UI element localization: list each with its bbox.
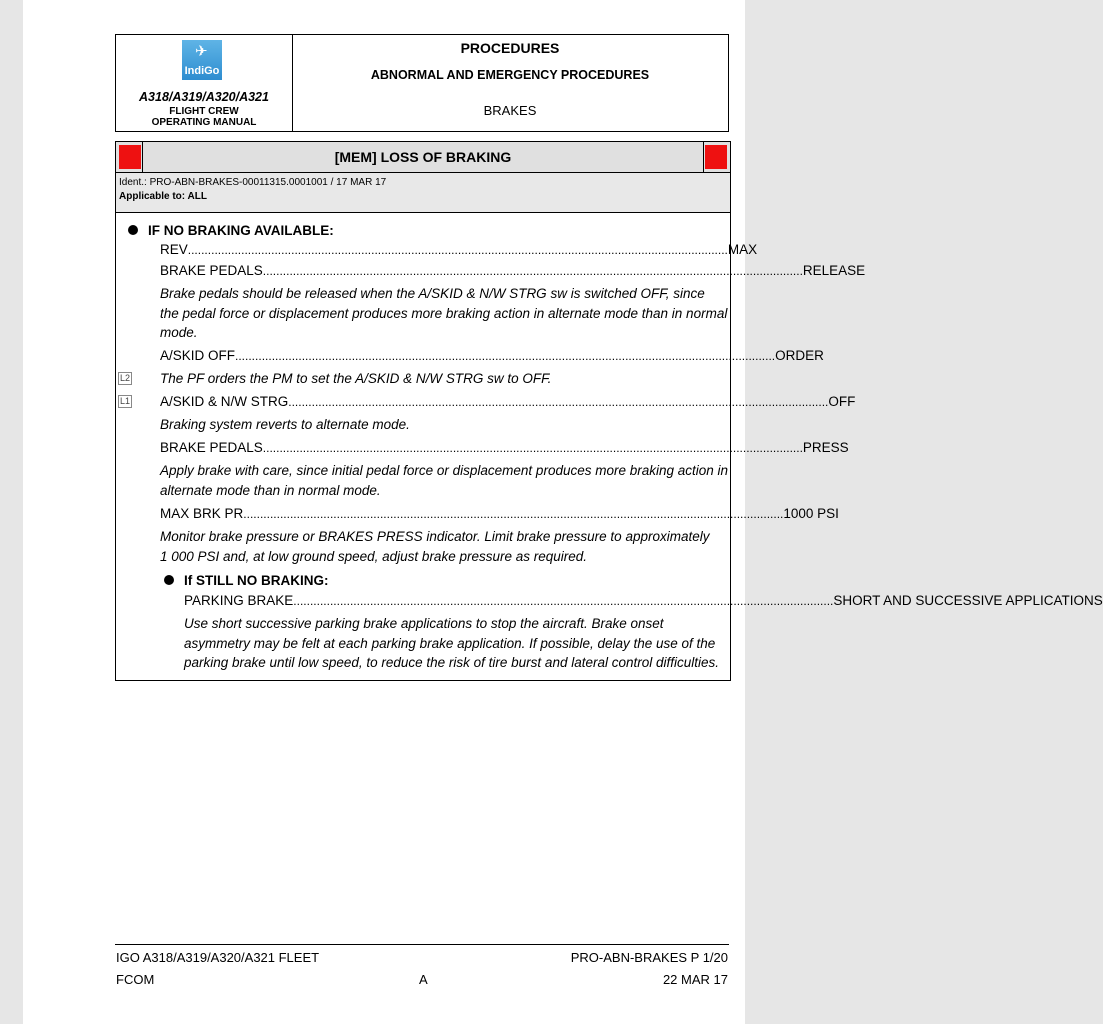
note-line: alternate mode than in normal mode. <box>160 483 381 498</box>
note-line: the pedal force or displacement produces more braking action in alternate mode than in normal <box>160 306 728 321</box>
action-label: BRAKE PEDALS <box>160 263 263 278</box>
dot-leader: .................................................................................................................................................................. <box>293 594 834 608</box>
condition-text: IF NO BRAKING AVAILABLE: <box>148 223 334 238</box>
airplane-icon: ✈ <box>195 43 208 60</box>
bullet-icon <box>128 225 138 235</box>
note-line: Apply brake with care, since initial pedal force or displacement produces more braking action in <box>160 463 729 478</box>
dot-leader: .................................................................................................................................................................. <box>243 507 784 521</box>
action-label: MAX BRK PR <box>160 506 244 521</box>
ident-text: Ident.: PRO-ABN-BRAKES-00011315.0001001 / 17 MAR 17 <box>119 177 387 188</box>
action-value: 1000 PSI <box>783 506 839 521</box>
dot-leader: .................................................................................................................................................................. <box>235 349 776 363</box>
header-left-cell <box>116 35 293 131</box>
action-rev <box>160 241 758 259</box>
note-line: parking brake until low speed, to reduce the risk of tire burst and lateral control difficulties. <box>184 655 720 670</box>
action-max-brk-pr <box>160 505 839 523</box>
indigo-logo <box>182 40 222 80</box>
footer-revision: A <box>419 972 428 987</box>
manual-name-line2: OPERATING MANUAL <box>151 117 257 128</box>
dot-leader: .................................................................................................................................................................. <box>262 264 803 278</box>
action-parking-brake <box>184 592 1103 610</box>
note-line: Use short successive parking brake applications to stop the aircraft. Brake onset <box>184 616 664 631</box>
procedure-box <box>115 141 1103 681</box>
action-label: A/SKID & N/W STRG <box>160 394 289 409</box>
footer-page-number: PRO-ABN-BRAKES P 1/20 <box>570 950 728 965</box>
red-marker-left <box>119 145 141 169</box>
note-line: mode. <box>160 325 198 340</box>
procedure-title-bar <box>116 142 730 173</box>
condition-no-braking <box>128 222 334 240</box>
header-right-cell <box>292 35 728 131</box>
action-value: RELEASE <box>802 263 866 278</box>
footer-divider <box>115 944 729 945</box>
action-brake-pedals-press <box>160 439 849 457</box>
action-label: PARKING BRAKE <box>184 593 294 608</box>
action-value: OFF <box>828 394 856 409</box>
action-label: REV <box>160 242 188 257</box>
topic-title: BRAKES <box>483 103 537 118</box>
action-value: ORDER <box>775 348 824 363</box>
dot-leader: .................................................................................................................................................................. <box>262 441 803 455</box>
level-badge: L2 <box>120 373 131 383</box>
manual-name-line1: FLIGHT CREW <box>169 106 239 117</box>
action-value: SHORT AND SUCCESSIVE APPLICATIONS <box>833 593 1103 608</box>
note-line: 1 000 PSI and, at low ground speed, adjust brake pressure as required. <box>160 549 588 564</box>
applicability-text: Applicable to: ALL <box>119 191 207 202</box>
action-askid-nws <box>160 393 856 411</box>
condition-text: If STILL NO BRAKING: <box>184 573 329 588</box>
section-title: PROCEDURES <box>460 40 560 56</box>
note-line: The PF orders the PM to set the A/SKID & N/W STRG sw to OFF. <box>160 371 552 386</box>
red-marker-right <box>705 145 727 169</box>
chapter-title: ABNORMAL AND EMERGENCY PROCEDURES <box>370 68 650 82</box>
action-label: BRAKE PEDALS <box>160 440 263 455</box>
footer-date: 22 MAR 17 <box>662 972 728 987</box>
footer-doc: FCOM <box>116 972 155 987</box>
level-badge: L1 <box>120 396 131 406</box>
note-line: Braking system reverts to alternate mode. <box>160 417 410 432</box>
note-line: Brake pedals should be released when the A/SKID & N/W STRG sw is switched OFF, since <box>160 286 705 301</box>
note-line: Monitor brake pressure or BRAKES PRESS indicator. Limit brake pressure to approximately <box>160 529 710 544</box>
note-line: asymmetry may be felt at each parking brake application. If possible, delay the use of the <box>184 636 716 651</box>
procedure-title: [MEM] LOSS OF BRAKING <box>142 142 704 172</box>
page-header <box>115 34 729 132</box>
logo-text: IndiGo <box>184 65 220 77</box>
condition-still-no-braking <box>164 572 329 590</box>
action-value: MAX <box>727 242 758 257</box>
aircraft-models: A318/A319/A320/A321 <box>139 90 269 104</box>
action-brake-pedals-release <box>160 262 866 280</box>
action-askid-off <box>160 347 824 365</box>
ident-bar <box>116 173 730 213</box>
dot-leader: .................................................................................................................................................................. <box>187 243 728 257</box>
footer-fleet: IGO A318/A319/A320/A321 FLEET <box>116 950 320 965</box>
action-value: PRESS <box>802 440 849 455</box>
action-label: A/SKID OFF <box>160 348 236 363</box>
bullet-icon <box>164 575 174 585</box>
document-page <box>23 0 1103 1024</box>
dot-leader: .................................................................................................................................................................. <box>288 395 829 409</box>
